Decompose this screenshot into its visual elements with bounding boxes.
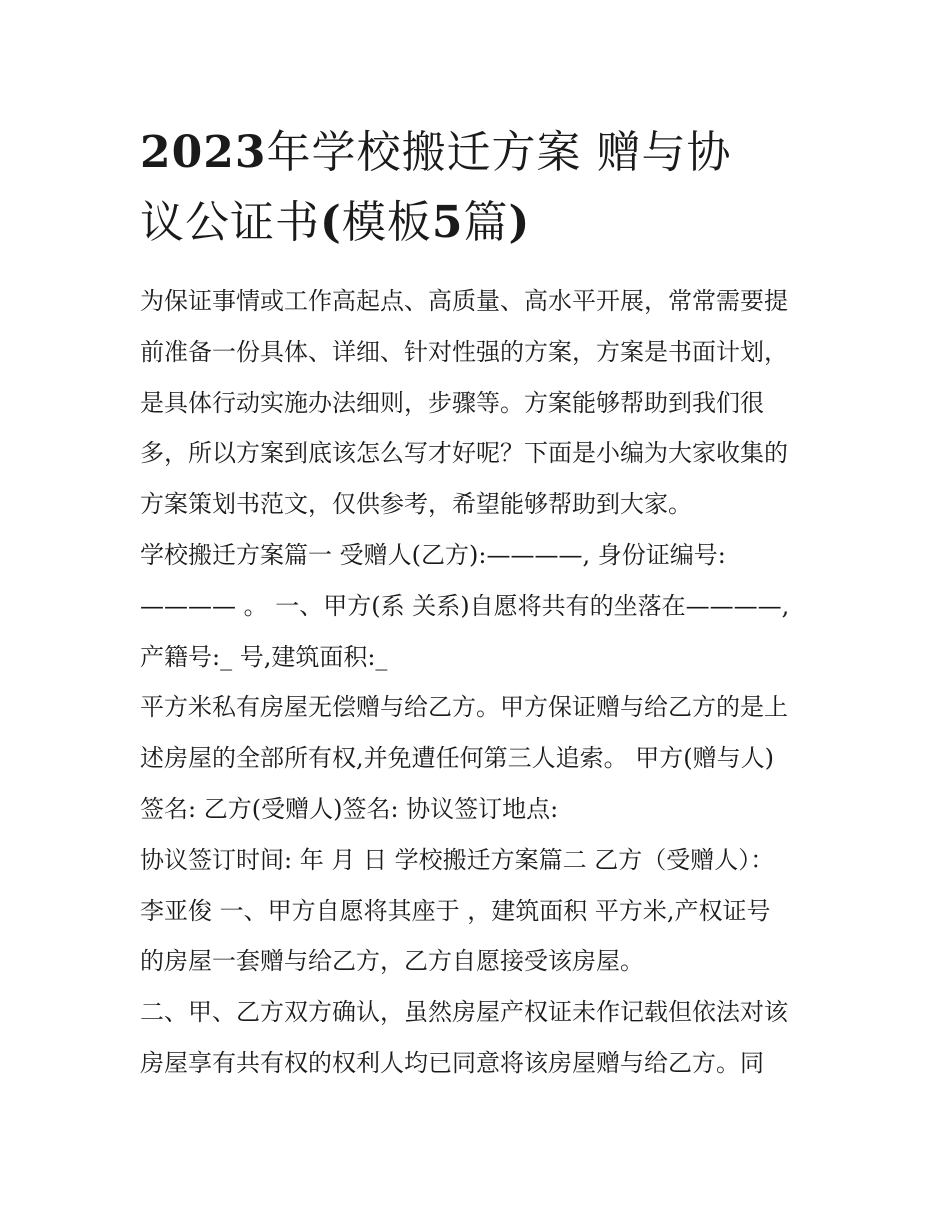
title-text-2: 议公证书 [140,197,320,248]
title-paren-open: ( [320,197,342,248]
text-line: 二、甲、乙方双方确认，虽然房屋产权证未作记载但依法对该 [140,998,788,1027]
text-line: 协议签订时间: 年 月 日 学校搬迁方案篇二 乙方（受赠人）： [140,845,775,874]
document-body [140,276,820,1089]
document-title [140,118,820,258]
title-text-4: 篇 [463,197,509,248]
text-line: 方案策划书范文，仅供参考，希望能够帮助到大家。 [140,490,692,519]
title-text-3: 模板 [341,197,432,248]
text-line: 是具体行动实施办法细则，步骤等。方案能够帮助到我们很 [140,388,764,417]
document-page [140,118,820,1089]
text-line: 学校搬迁方案篇一 受赠人(乙方):————, 身份证编号: [140,540,726,569]
text-line: 为保证事情或工作高起点、高质量、高水平开展，常常需要提 [140,287,788,315]
title-text-1: 年学校搬迁方案 赠与协 [266,127,732,178]
text-line: ———— 。 一、甲方(系 关系)自愿将共有的坐落在————, [140,591,790,620]
title-count: 5 [431,197,464,248]
text-line: 签名: 乙方(受赠人)签名: 协议签订地点: [140,794,559,823]
text-line: 述房屋的全部所有权,并免遭任何第三人追索。 甲方(赠与人) [140,744,774,773]
text-line: 平方米私有房屋无偿赠与给乙方。甲方保证赠与给乙方的是上 [140,693,788,722]
title-paren-close: ) [508,197,531,248]
text-line: 房屋享有共有权的权利人均已同意将该房屋赠与给乙方。同 [140,1048,764,1077]
text-line: 的房屋一套赠与给乙方，乙方自愿接受该房屋。 [140,947,644,976]
title-year: 2023 [140,127,267,178]
text-line: 前准备一份具体、详细、针对性强的方案，方案是书面计划， [140,337,788,366]
text-line: 多，所以方案到底该怎么写才好呢？下面是小编为大家收集的 [140,439,788,468]
text-line: 李亚俊 一、甲方自愿将其座于 ，建筑面积 平方米,产权证号 [140,896,771,925]
text-line: 产籍号:_ 号,建筑面积:_ [140,642,388,671]
